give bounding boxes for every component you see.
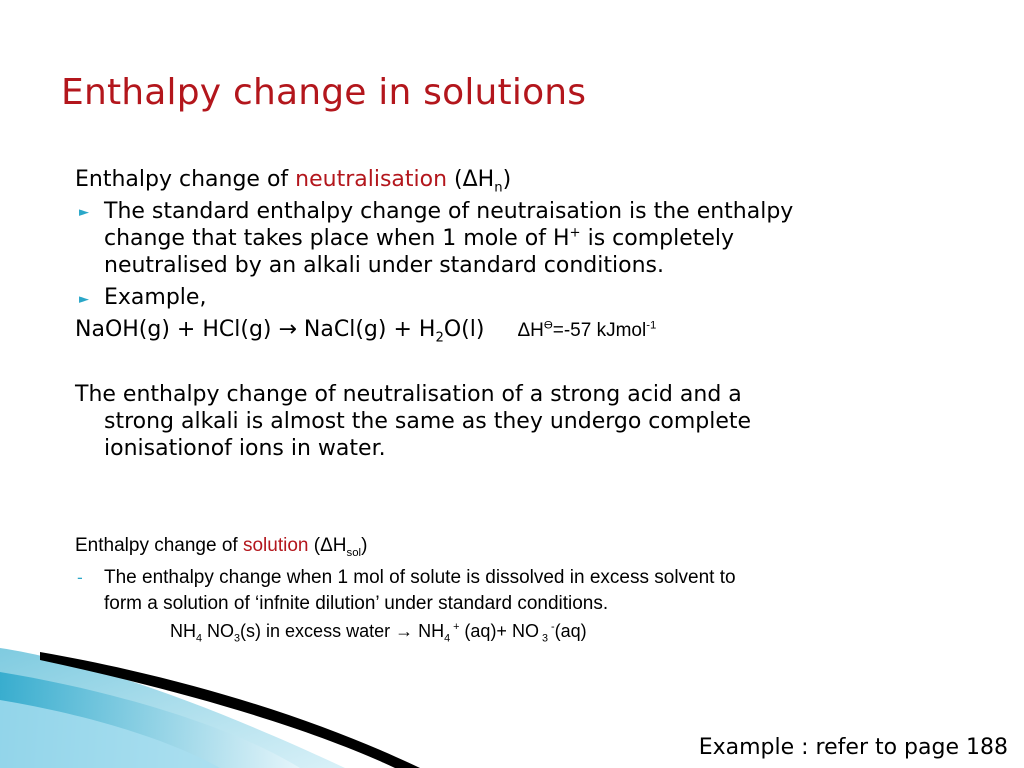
heading-term: neutralisation xyxy=(295,167,448,192)
slide-title: Enthalpy change in solutions xyxy=(61,72,587,113)
neutralisation-heading xyxy=(75,167,512,196)
solution-line1: The enthalpy change when 1 mol of solute is dissolved in excess solvent to xyxy=(104,567,736,588)
heading-symbol-sub: n xyxy=(494,180,503,196)
right-arrow-icon: → xyxy=(395,621,414,641)
equation-rhs-sub: 2 xyxy=(435,330,444,346)
equation-rhs: NaCl(g) + H xyxy=(296,317,436,342)
eq-part: NO xyxy=(202,621,235,641)
solution-equation xyxy=(170,621,587,645)
bullet1-line2 xyxy=(104,226,734,251)
eq-part: (s) in excess water xyxy=(240,621,396,641)
statement-line2: strong alkali is almost the same as they undergo complete xyxy=(104,409,752,434)
bullet1-line1: The standard enthalpy change of neutraisation is the enthalpy xyxy=(104,199,794,224)
right-arrow-icon: → xyxy=(278,317,297,342)
heading-symbol-close: ) xyxy=(361,535,368,556)
eq-sup: - xyxy=(547,621,555,633)
dh-symbol: ΔH xyxy=(517,320,544,341)
heading-term: solution xyxy=(242,535,309,556)
heading-symbol-sub: sol xyxy=(346,546,362,559)
bullet1-line2-tail: is completely xyxy=(580,226,735,251)
dh-standard-sup: ϴ xyxy=(543,319,553,332)
eq-part: NH xyxy=(413,621,445,641)
heading-symbol: (ΔH xyxy=(447,167,495,192)
eq-part: NH xyxy=(170,621,196,641)
solution-heading xyxy=(75,535,367,557)
footer-note: Example : refer to page 188 xyxy=(698,735,1008,760)
equation-rhs-tail: O(l) xyxy=(443,317,485,342)
dash-bullet: - xyxy=(77,568,83,587)
heading-symbol: (ΔH xyxy=(308,535,347,556)
eq-sub: 4 xyxy=(444,632,451,645)
dh-unit-sup: -1 xyxy=(646,319,657,332)
bullet-arrow-icon: ► xyxy=(79,292,89,307)
neutralisation-equation xyxy=(75,317,657,346)
solution-line2: form a solution of ‘infnite dilution’ under standard conditions. xyxy=(104,593,609,614)
statement-line3: ionisationof ions in water. xyxy=(104,436,386,461)
bullet1-line3: neutralised by an alkali under standard conditions. xyxy=(104,253,664,278)
enthalpy-value xyxy=(517,320,656,341)
dh-value: =-57 kJmol xyxy=(552,320,647,341)
eq-sub: 4 xyxy=(196,632,203,645)
bullet-arrow-icon: ► xyxy=(79,205,89,220)
heading-prefix: Enthalpy change of xyxy=(75,167,296,192)
heading-prefix: Enthalpy change of xyxy=(75,535,243,556)
eq-sub: 3 xyxy=(538,632,548,645)
statement-line1: The enthalpy change of neutralisation of a strong acid and a xyxy=(75,382,742,407)
bullet2-text: Example, xyxy=(104,285,207,310)
heading-symbol-close: ) xyxy=(502,167,512,192)
eq-sup: + xyxy=(450,621,460,633)
bullet1-line2-text: change that takes place when 1 mole of H xyxy=(104,226,570,251)
equation-lhs: NaOH(g) + HCl(g) xyxy=(75,317,279,342)
eq-sub: 3 xyxy=(234,632,241,645)
h-plus-sup: + xyxy=(569,225,581,241)
eq-part: (aq)+ NO xyxy=(459,621,539,641)
eq-part: (aq) xyxy=(554,621,587,641)
